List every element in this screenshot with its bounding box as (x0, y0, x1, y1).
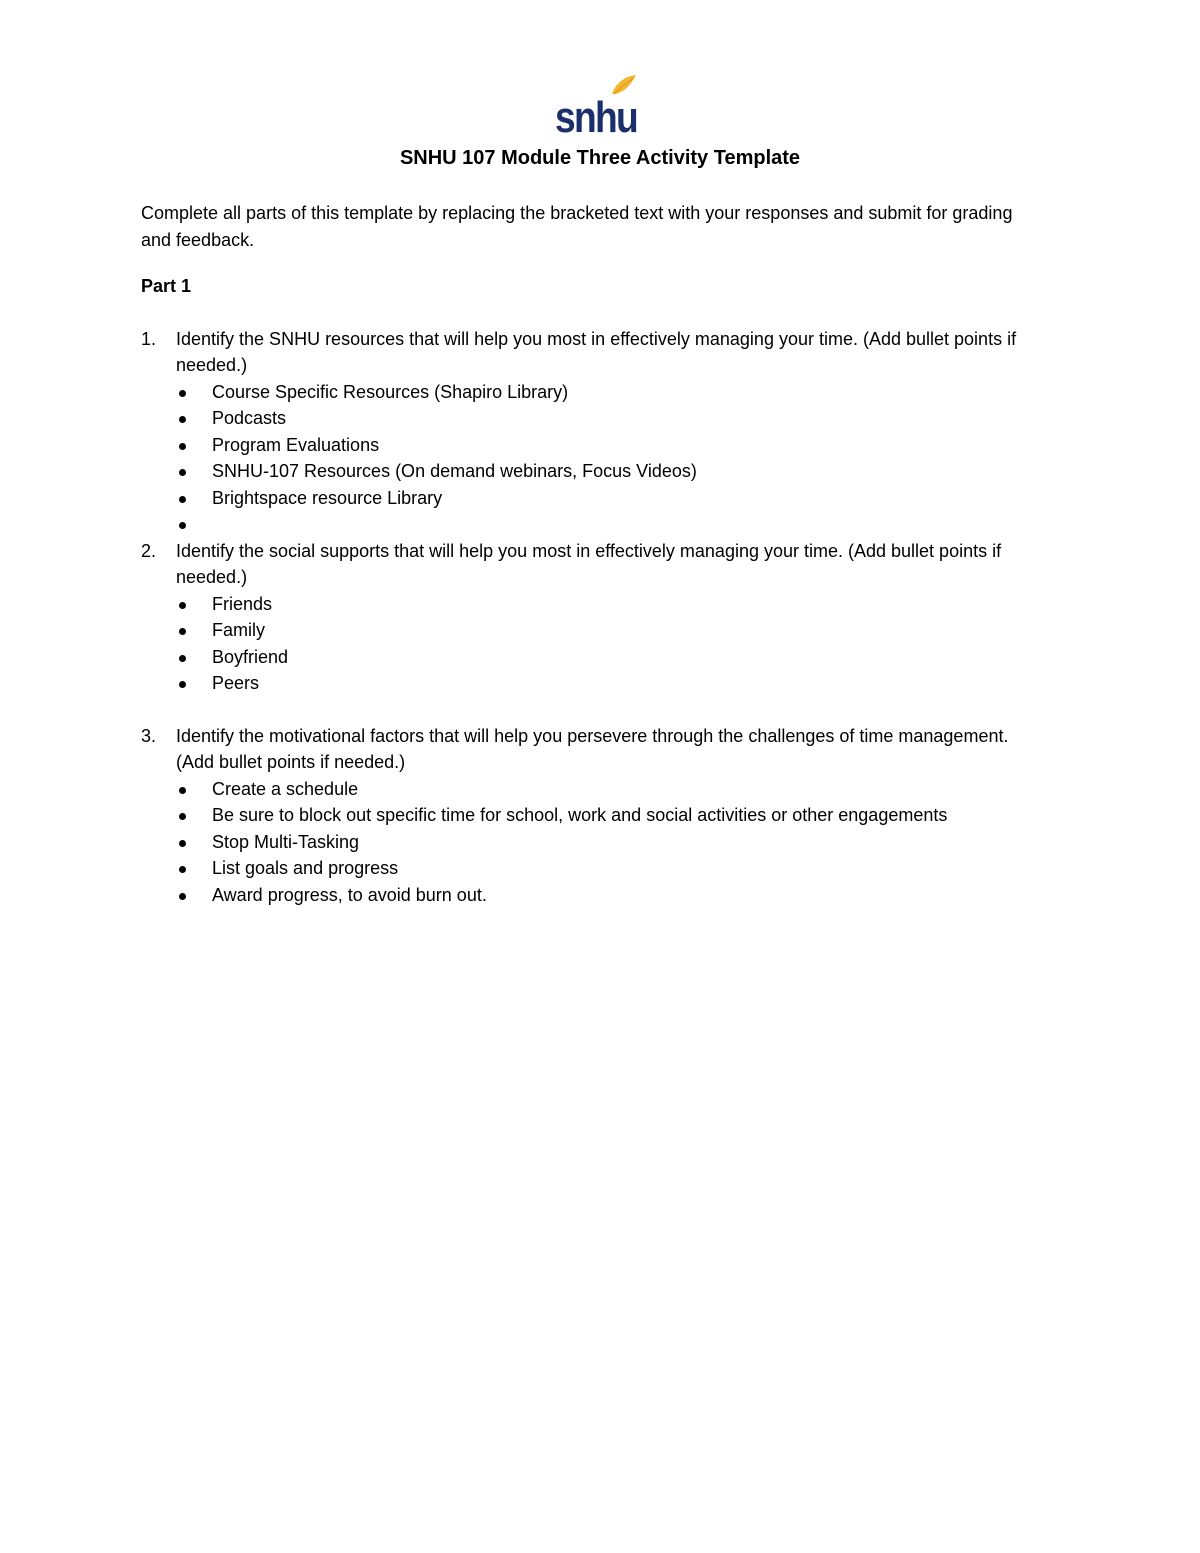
question-text: Identify the SNHU resources that will help you most in effectively managing your time. (Add bullet points if needed.) (176, 328, 1017, 375)
bullet-text: Boyfriend (212, 646, 289, 667)
question-item (141, 326, 1041, 538)
bullet-icon (179, 496, 186, 503)
bullet-icon (179, 469, 186, 476)
answer-bullet-item (176, 458, 1041, 485)
bullet-icon (179, 443, 186, 450)
answer-bullet-item (176, 802, 1041, 829)
bullet-icon (179, 522, 186, 529)
part-heading: Part 1 (141, 276, 192, 296)
bullet-icon (179, 813, 186, 820)
bullet-text: Stop Multi-Tasking (212, 831, 360, 852)
answer-bullet-item (176, 670, 1041, 697)
bullet-text: List goals and progress (212, 858, 399, 878)
answer-bullet-list (176, 776, 1041, 909)
answer-bullet-item (176, 405, 1041, 432)
bullet-icon (179, 893, 186, 900)
question-number: 3. (141, 725, 157, 746)
logo-wordmark: snhu (555, 93, 637, 140)
bullet-icon (179, 390, 186, 397)
bullet-icon (179, 628, 186, 635)
bullet-icon (179, 840, 186, 847)
bullet-text: SNHU-107 Resources (On demand webinars, Focus Videos) (212, 461, 697, 481)
answer-bullet-item (176, 617, 1041, 644)
bullet-icon (179, 602, 186, 609)
bullet-text: Podcasts (212, 408, 287, 428)
question-item (141, 723, 1041, 909)
question-text: Identify the motivational factors that will help you persevere through the challenges of time management. (Add bullet points if needed.) (176, 725, 1009, 772)
answer-bullet-item (176, 776, 1041, 803)
bullet-text: Peers (212, 673, 260, 693)
bullet-text: Friends (212, 593, 273, 614)
bullet-text: Be sure to block out specific time for school, work and social activities or other engagements (212, 805, 948, 825)
paragraph-spacer (141, 697, 1041, 723)
answer-bullet-item (176, 882, 1041, 909)
question-item (141, 538, 1041, 697)
bullet-text: Family (212, 620, 265, 640)
answer-bullet-item (176, 511, 1041, 538)
bullet-icon (179, 416, 186, 423)
bullet-text: Course Specific Resources (Shapiro Library) (212, 381, 569, 402)
answer-bullet-item (176, 644, 1041, 671)
intro-paragraph: Complete all parts of this template by replacing the bracketed text with your responses and submit for grading and feedback. (141, 203, 1013, 250)
question-list (141, 326, 1041, 909)
document-body (141, 200, 1041, 908)
bullet-text: Program Evaluations (212, 434, 380, 455)
bullet-icon (179, 866, 186, 873)
answer-bullet-list (176, 379, 1041, 538)
answer-bullet-item (176, 591, 1041, 618)
bullet-icon (179, 681, 186, 688)
answer-bullet-item (176, 829, 1041, 856)
answer-bullet-item (176, 432, 1041, 459)
question-number: 2. (141, 540, 157, 561)
bullet-icon (179, 787, 186, 794)
answer-bullet-item (176, 485, 1041, 512)
bullet-icon (179, 655, 186, 662)
bullet-text: Brightspace resource Library (212, 487, 443, 508)
snhu-logo (550, 70, 650, 140)
answer-bullet-list (176, 591, 1041, 697)
bullet-text: Create a schedule (212, 778, 359, 799)
document-title: SNHU 107 Module Three Activity Template (399, 147, 801, 169)
bullet-text: Award progress, to avoid burn out. (212, 884, 487, 905)
question-text: Identify the social supports that will help you most in effectively managing your time. (Add bullet points if needed.) (176, 540, 1002, 587)
question-number: 1. (141, 328, 157, 349)
answer-bullet-item (176, 379, 1041, 406)
answer-bullet-item (176, 855, 1041, 882)
